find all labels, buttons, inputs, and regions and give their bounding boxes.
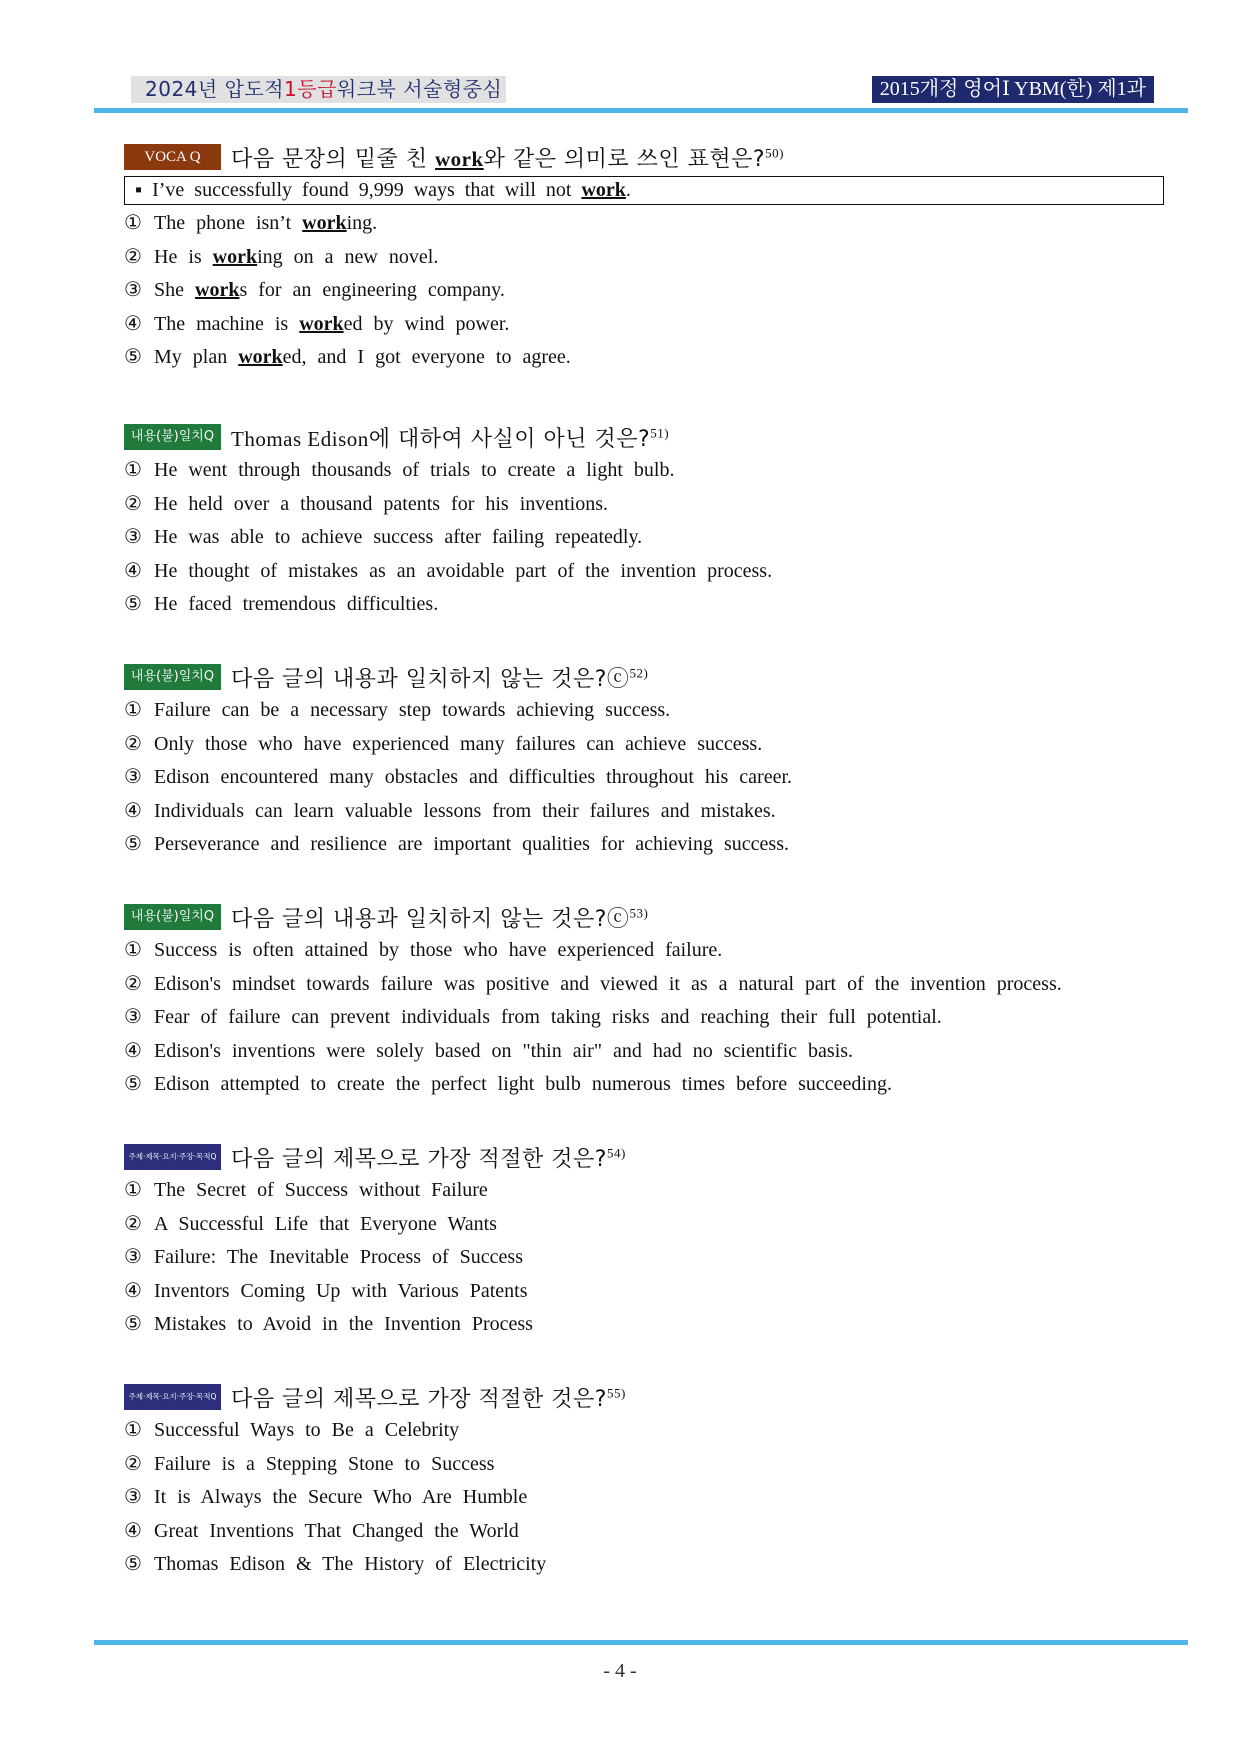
question-53 bbox=[124, 900, 1164, 1102]
page-number: - 4 - bbox=[603, 1660, 637, 1682]
option-2[interactable]: ② He is working on a new novel. bbox=[124, 241, 1164, 275]
option-3[interactable]: ③ Edison encountered many obstacles and difficulties throughout his career. bbox=[124, 766, 793, 788]
question-text: 다음 글의 제목으로 가장 적절한 것은?$^{55)}$ bbox=[231, 1385, 626, 1412]
option-number: ② bbox=[124, 245, 142, 268]
example-sentence-box: ▪ I’ve successfully found 9,999 ways that will not work. bbox=[124, 176, 1164, 205]
question-55 bbox=[124, 1380, 1164, 1582]
option-2[interactable]: ② A Successful Life that Everyone Wants bbox=[124, 1212, 497, 1235]
option-1[interactable]: ① The phone isn’t working. bbox=[124, 207, 1164, 241]
title-q-tag: 주제·제목·요지·주장·목적Q bbox=[124, 1144, 221, 1170]
underlined-word: work bbox=[212, 245, 258, 268]
option-number: ⑤ bbox=[124, 346, 142, 368]
header-rule bbox=[94, 108, 1188, 113]
underlined-word: work bbox=[302, 212, 347, 234]
option-2[interactable]: ② Edison's mindset towards failure was positive and viewed it as a natural part of the invention process. bbox=[124, 972, 1062, 995]
option-3[interactable]: ③ Fear of failure can prevent individuals from taking risks and reaching their full potential. bbox=[124, 1006, 942, 1028]
option-4[interactable]: ④ Individuals can learn valuable lessons from their failures and mistakes. bbox=[124, 799, 776, 822]
question-50 bbox=[124, 140, 1164, 375]
option-list bbox=[124, 1414, 1164, 1582]
option-list bbox=[124, 934, 1164, 1102]
title-highlight: 1등급 bbox=[284, 77, 337, 101]
question-51 bbox=[124, 420, 1164, 622]
option-2[interactable]: ② Only those who have experienced many failures can achieve success. bbox=[124, 732, 763, 755]
workbook-title bbox=[131, 76, 506, 103]
option-2[interactable]: ② Failure is a Stepping Stone to Success bbox=[124, 1452, 495, 1475]
underlined-word: work bbox=[581, 179, 626, 201]
option-4[interactable]: ④ Great Inventions That Changed the World bbox=[124, 1519, 519, 1542]
option-3[interactable]: ③ He was able to achieve success after failing repeatedly. bbox=[124, 526, 643, 548]
option-list bbox=[124, 1174, 1164, 1342]
option-1[interactable]: ① He went through thousands of trials to create a light bulb. bbox=[124, 459, 675, 481]
question-52 bbox=[124, 660, 1164, 862]
option-5[interactable]: ⑤ My plan worked, and I got everyone to agree. bbox=[124, 341, 1164, 375]
option-5[interactable]: ⑤ Edison attempted to create the perfect light bulb numerous times before succeeding. bbox=[124, 1073, 892, 1095]
option-1[interactable]: ① Success is often attained by those who have experienced failure. bbox=[124, 939, 723, 961]
footnote-ref: 52) bbox=[629, 665, 649, 681]
option-list bbox=[124, 694, 1164, 862]
option-number: ① bbox=[124, 212, 142, 234]
option-4[interactable]: ④ Inventors Coming Up with Various Patents bbox=[124, 1279, 528, 1302]
option-1[interactable]: ① The Secret of Success without Failure bbox=[124, 1179, 488, 1201]
underlined-word: work bbox=[195, 279, 240, 301]
underlined-word: work bbox=[238, 346, 283, 368]
option-5[interactable]: ⑤ Perseverance and resilience are important qualities for achieving success. bbox=[124, 833, 789, 855]
footnote-ref: 51) bbox=[650, 425, 670, 441]
title-q-tag: 주제·제목·요지·주장·목적Q bbox=[124, 1384, 221, 1410]
footnote-ref: 55) bbox=[606, 1385, 626, 1401]
option-list bbox=[124, 454, 1164, 622]
option-list bbox=[124, 207, 1164, 375]
keyword: work bbox=[435, 146, 484, 171]
course-label: 2015개정 영어Ⅰ YBM(한) 제1과 bbox=[872, 76, 1154, 103]
option-4[interactable]: ④ The machine is worked by wind power. bbox=[124, 308, 1164, 342]
title-part-1: 2024년 압도적 bbox=[145, 77, 285, 101]
option-5[interactable]: ⑤ Thomas Edison & The History of Electricity bbox=[124, 1553, 547, 1575]
option-2[interactable]: ② He held over a thousand patents for his inventions. bbox=[124, 492, 609, 515]
option-5[interactable]: ⑤ Mistakes to Avoid in the Invention Process bbox=[124, 1313, 533, 1335]
question-text: 다음 글의 내용과 일치하지 않는 것은?ⓒ$^{52)}$ bbox=[231, 665, 649, 692]
option-number: ④ bbox=[124, 312, 142, 335]
footnote-ref: 53) bbox=[629, 905, 649, 921]
content-match-q-tag: 내용(불)일치Q bbox=[124, 424, 221, 450]
underlined-word: work bbox=[299, 312, 344, 335]
option-3[interactable]: ③ Failure: The Inevitable Process of Success bbox=[124, 1246, 523, 1268]
voca-q-tag: VOCA Q bbox=[124, 144, 221, 170]
footnote-ref: 54) bbox=[606, 1145, 626, 1161]
footnote-ref: 50) bbox=[765, 145, 784, 161]
option-1[interactable]: ① Failure can be a necessary step towards achieving success. bbox=[124, 699, 671, 721]
content-match-q-tag: 내용(불)일치Q bbox=[124, 664, 221, 690]
question-text: 다음 글의 제목으로 가장 적절한 것은?$^{54)}$ bbox=[231, 1145, 626, 1172]
question-text: 다음 글의 내용과 일치하지 않는 것은?ⓒ$^{53)}$ bbox=[231, 905, 649, 932]
title-part-2: 워크북 서술형중심 bbox=[336, 77, 503, 101]
option-1[interactable]: ① Successful Ways to Be a Celebrity bbox=[124, 1419, 460, 1441]
option-number: ③ bbox=[124, 279, 142, 301]
option-4[interactable]: ④ He thought of mistakes as an avoidable part of the invention process. bbox=[124, 559, 773, 582]
option-3[interactable]: ③ She works for an engineering company. bbox=[124, 274, 1164, 308]
question-text: 다음 문장의 밑줄 친 work와 같은 의미로 쓰인 표현은?$^{50)}$ bbox=[231, 145, 784, 172]
footer-rule bbox=[94, 1640, 1188, 1645]
question-54 bbox=[124, 1140, 1164, 1342]
content-match-q-tag: 내용(불)일치Q bbox=[124, 904, 221, 930]
question-text: Thomas Edison에 대하여 사실이 아닌 것은?$^{51)}$ bbox=[231, 425, 670, 452]
option-4[interactable]: ④ Edison's inventions were solely based on "thin air" and had no scientific basis. bbox=[124, 1039, 854, 1062]
option-3[interactable]: ③ It is Always the Secure Who Are Humble bbox=[124, 1486, 528, 1508]
option-5[interactable]: ⑤ He faced tremendous difficulties. bbox=[124, 593, 439, 615]
